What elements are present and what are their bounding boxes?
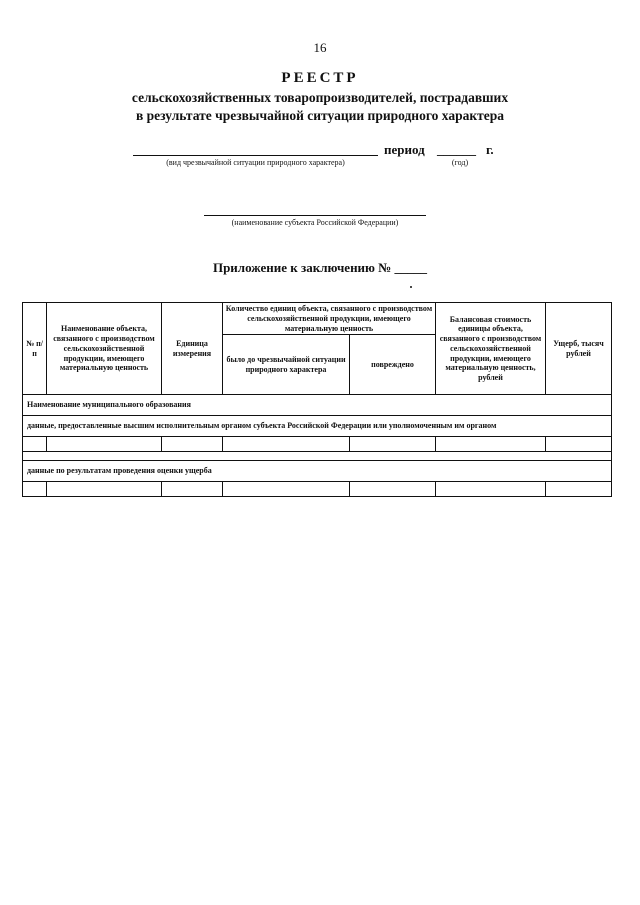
emergency-type-caption: (вид чрезвычайной ситуации природного характера) xyxy=(166,158,345,167)
table-cell xyxy=(223,437,350,452)
subject-line xyxy=(204,215,426,216)
header-quantity: Количество единиц объекта, связанного с производством сельскохозяйственной продукции, имеющего материальную ценность xyxy=(223,303,436,335)
table-cell xyxy=(350,437,436,452)
table-cell xyxy=(223,482,350,497)
header-damage: Ущерб, тысяч рублей xyxy=(546,303,612,395)
stray-dot xyxy=(410,286,412,288)
year-suffix: г. xyxy=(486,142,494,157)
section-row-municipality xyxy=(23,395,612,416)
section-row-assessment-data xyxy=(23,461,612,482)
document-subtitle-line-2: в результате чрезвычайной ситуации природного характера xyxy=(135,108,504,123)
section-provided-data: данные, предоставленные высшим исполнительным органом субъекта Российской Федерации или уполномоченным им органом xyxy=(23,416,612,437)
year-blank: ______ xyxy=(437,142,476,157)
spacer-row xyxy=(23,452,612,461)
year-caption: (год) xyxy=(451,158,469,167)
period-label: период xyxy=(384,142,425,157)
header-balance-cost: Балансовая стоимость единицы объекта, связанного с производством сельскохозяйственной продукции, имеющего материальную ценность, рублей xyxy=(436,303,546,395)
annex-label: Приложение к заключению № _____ xyxy=(212,260,428,275)
header-object-name: Наименование объекта, связанного с производством сельскохозяйственной продукции, имеющего материальную ценность xyxy=(47,303,162,395)
header-quantity-damaged: повреждено xyxy=(350,335,436,395)
subject-caption: (наименование субъекта Российской Федерации) xyxy=(231,218,399,227)
table-cell xyxy=(162,482,223,497)
table-cell xyxy=(47,437,162,452)
table-cell xyxy=(436,482,546,497)
registry-table xyxy=(22,302,612,497)
table-row xyxy=(23,482,612,497)
header-unit: Единица измерения xyxy=(162,303,223,395)
section-municipality: Наименование муниципального образования xyxy=(23,395,612,416)
section-row-provided-data xyxy=(23,416,612,437)
table-cell xyxy=(350,482,436,497)
section-assessment-data: данные по результатам проведения оценки ущерба xyxy=(23,461,612,482)
table-cell xyxy=(23,437,47,452)
table-cell xyxy=(23,482,47,497)
spacer-cell xyxy=(23,452,612,461)
header-quantity-before: было до чрезвычайной ситуации природного характера xyxy=(223,335,350,395)
header-row-1 xyxy=(23,303,612,335)
document-subtitle-line-1: сельскохозяйственных товаропроизводителей, пострадавших xyxy=(131,90,509,105)
header-num: № п/п xyxy=(23,303,47,395)
emergency-type-line xyxy=(133,155,378,156)
document-title: РЕЕСТР xyxy=(281,70,359,86)
table-cell xyxy=(546,482,612,497)
table-cell xyxy=(546,437,612,452)
table-cell xyxy=(162,437,223,452)
table-cell xyxy=(47,482,162,497)
table-row xyxy=(23,437,612,452)
table-cell xyxy=(436,437,546,452)
page-number: 16 xyxy=(313,40,327,55)
